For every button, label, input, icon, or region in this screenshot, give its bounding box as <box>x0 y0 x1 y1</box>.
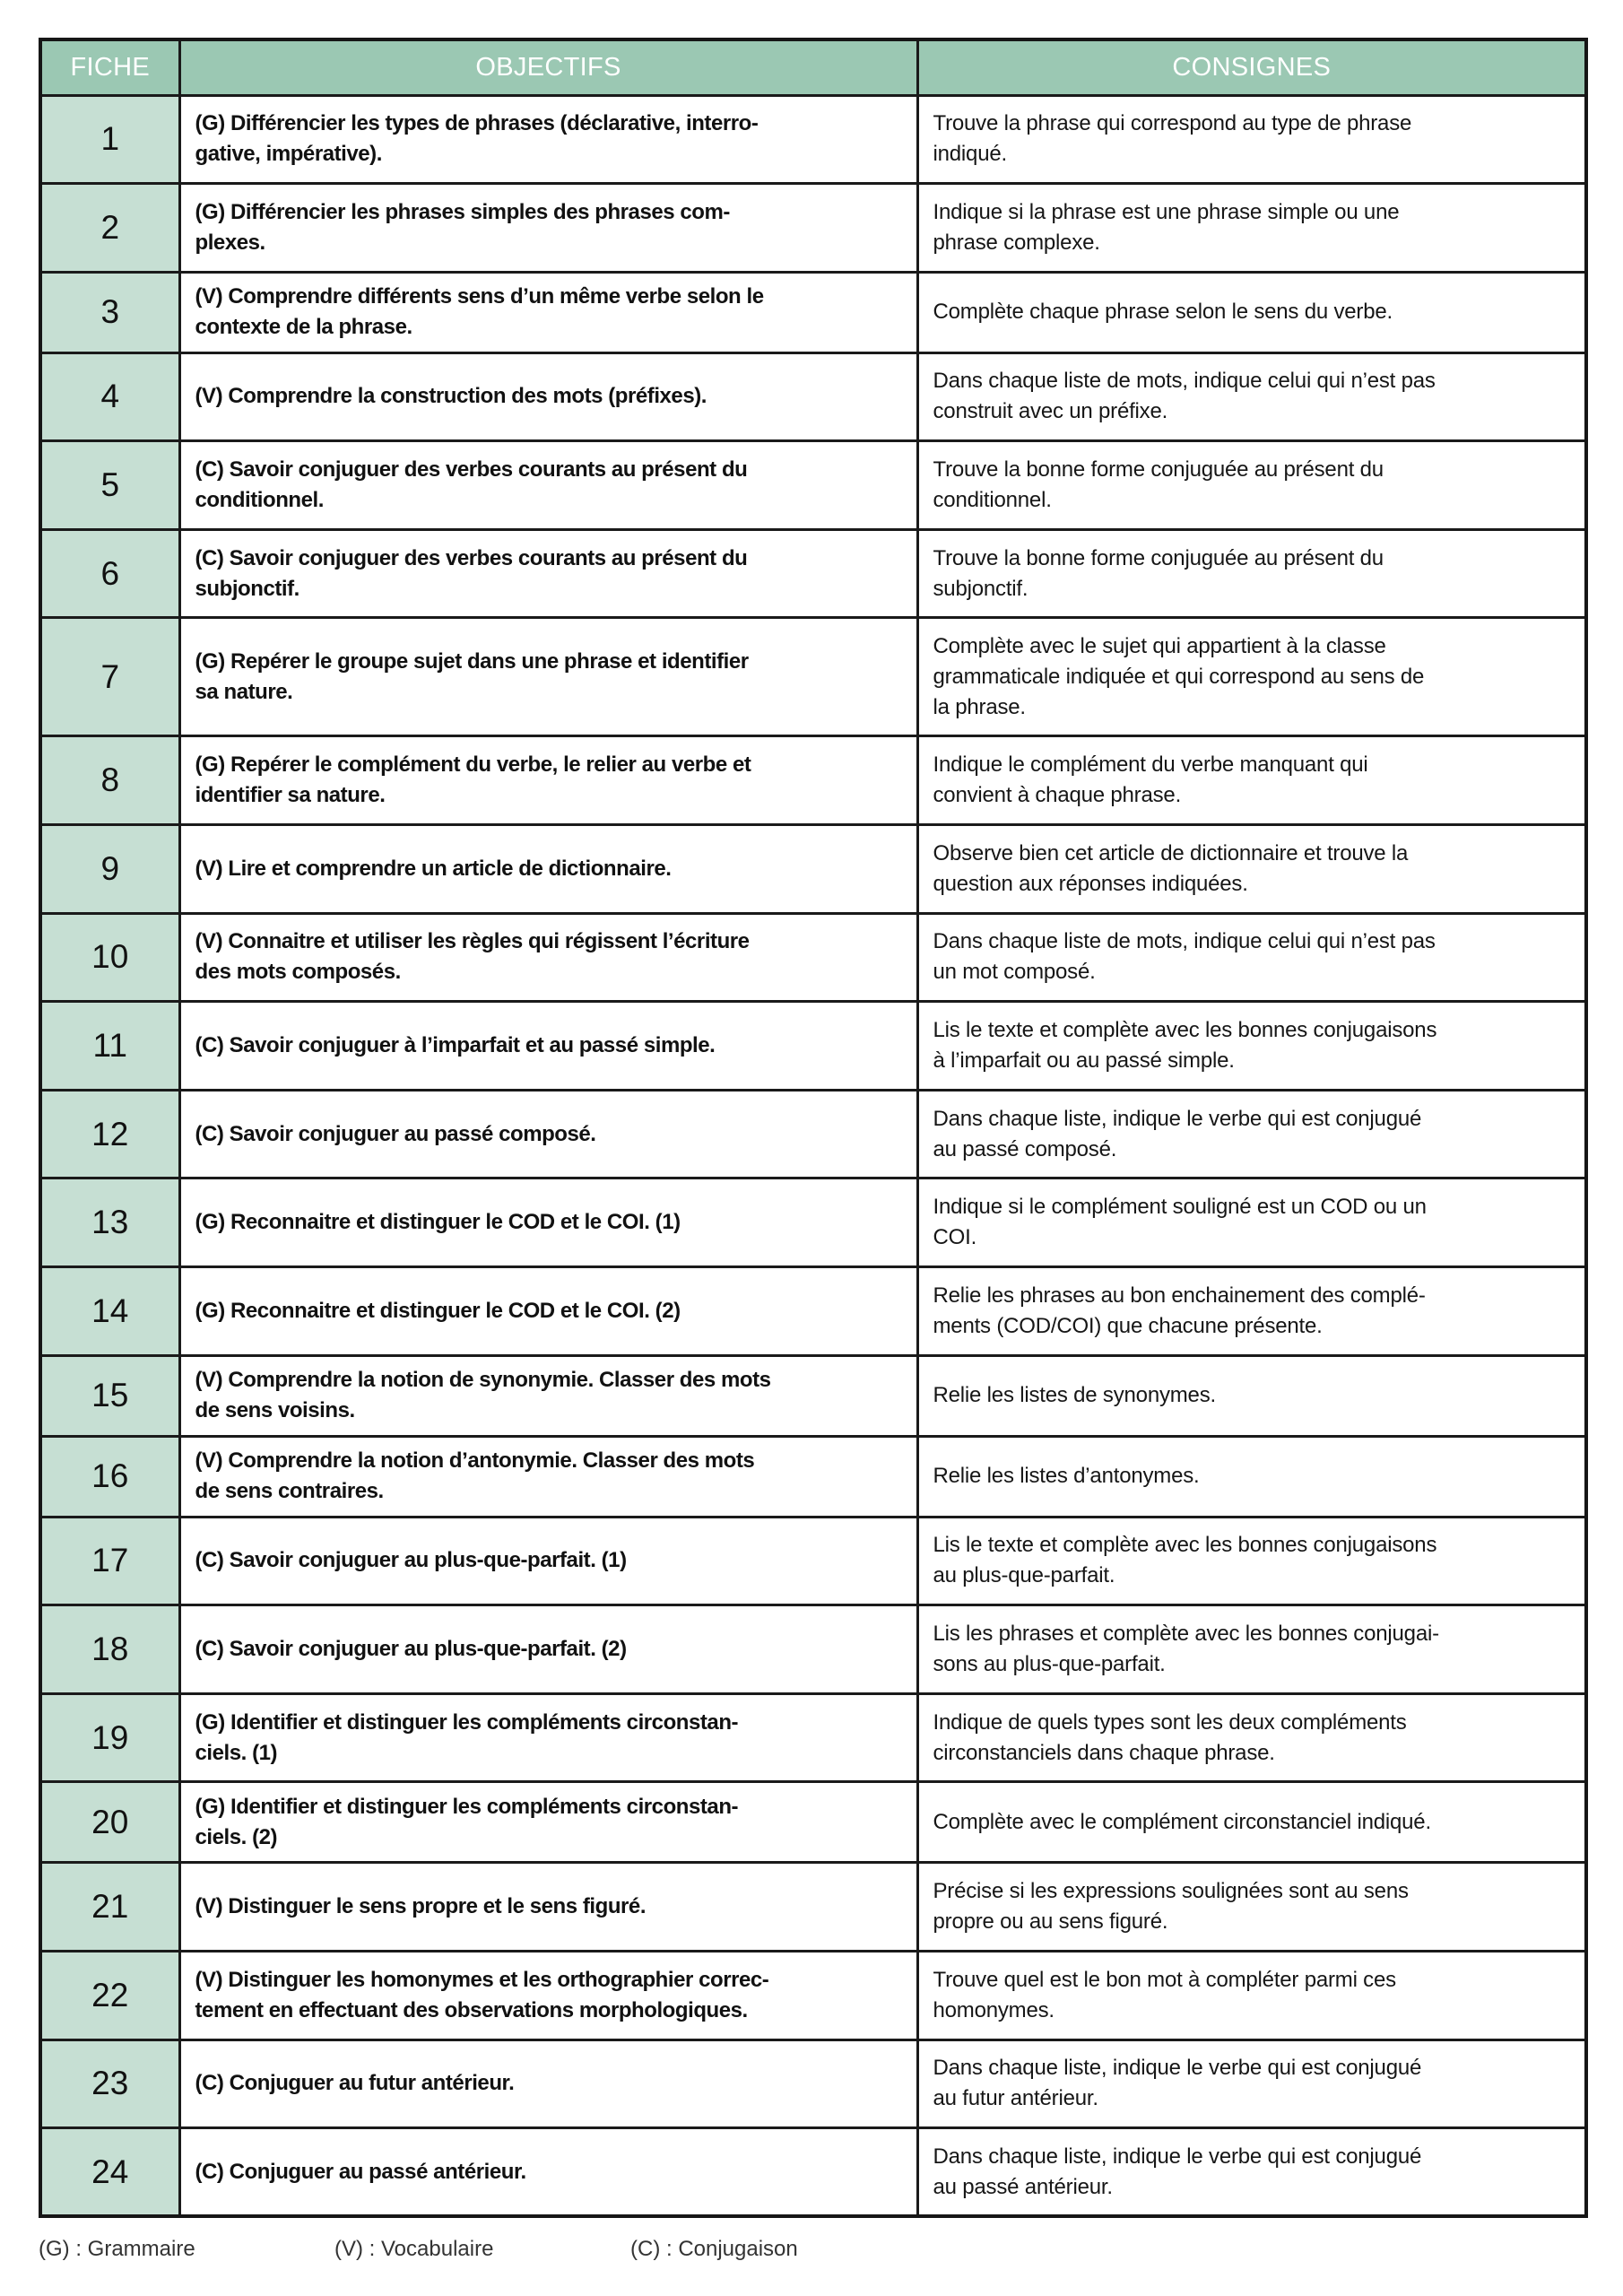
objectif-cell: (G) Repérer le complément du verbe, le relier au verbe et identifier sa nature. <box>179 736 917 825</box>
fiche-number: 14 <box>40 1267 179 1356</box>
fiche-number: 21 <box>40 1863 179 1952</box>
fiche-number: 3 <box>40 272 179 352</box>
consigne-cell: Complète avec le complément circonstanciel indiqué. <box>917 1782 1586 1863</box>
table-row <box>40 529 1586 618</box>
table-body <box>40 95 1586 2216</box>
table-row <box>40 1267 1586 1356</box>
fiche-number: 7 <box>40 618 179 736</box>
consigne-cell: Lis le texte et complète avec les bonnes conjugaisons à l’imparfait ou au passé simple. <box>917 1002 1586 1091</box>
table-row <box>40 618 1586 736</box>
objectif-cell: (G) Identifier et distinguer les compléments circonstan- ciels. (1) <box>179 1693 917 1782</box>
consigne-cell: Indique de quels types sont les deux compléments circonstanciels dans chaque phrase. <box>917 1693 1586 1782</box>
consigne-cell: Lis les phrases et complète avec les bonnes conjugai- sons au plus-que-parfait. <box>917 1605 1586 1694</box>
fiche-number: 22 <box>40 1952 179 2040</box>
fiche-number: 11 <box>40 1002 179 1091</box>
fiche-number: 20 <box>40 1782 179 1863</box>
fiche-number: 23 <box>40 2039 179 2128</box>
consigne-cell: Dans chaque liste, indique le verbe qui est conjugué au passé composé. <box>917 1090 1586 1178</box>
header-fiche: FICHE <box>40 39 179 95</box>
objectif-cell: (V) Connaitre et utiliser les règles qui régissent l’écriture des mots composés. <box>179 913 917 1002</box>
objectif-cell: (G) Différencier les types de phrases (déclarative, interro- gative, impérative). <box>179 95 917 184</box>
fiche-number: 17 <box>40 1517 179 1605</box>
objectif-cell: (C) Savoir conjuguer au passé composé. <box>179 1090 917 1178</box>
consigne-cell: Trouve la bonne forme conjuguée au présent du conditionnel. <box>917 441 1586 530</box>
objectif-cell: (V) Distinguer le sens propre et le sens figuré. <box>179 1863 917 1952</box>
consigne-cell: Trouve quel est le bon mot à compléter parmi ces homonymes. <box>917 1952 1586 2040</box>
consigne-cell: Indique si le complément souligné est un COD ou un COI. <box>917 1178 1586 1267</box>
objectif-cell: (V) Lire et comprendre un article de dictionnaire. <box>179 825 917 914</box>
objectif-cell: (V) Comprendre la notion d’antonymie. Classer des mots de sens contraires. <box>179 1436 917 1517</box>
consigne-cell: Indique le complément du verbe manquant qui convient à chaque phrase. <box>917 736 1586 825</box>
table-row <box>40 2039 1586 2128</box>
table-row <box>40 1355 1586 1436</box>
table-row <box>40 1090 1586 1178</box>
consigne-cell: Lis le texte et complète avec les bonnes conjugaisons au plus-que-parfait. <box>917 1517 1586 1605</box>
table-row <box>40 736 1586 825</box>
header-consignes: CONSIGNES <box>917 39 1586 95</box>
table-row <box>40 2128 1586 2217</box>
fiche-number: 12 <box>40 1090 179 1178</box>
consigne-cell: Indique si la phrase est une phrase simple ou une phrase complexe. <box>917 184 1586 273</box>
consigne-cell: Trouve la bonne forme conjuguée au présent du subjonctif. <box>917 529 1586 618</box>
table-row <box>40 1605 1586 1694</box>
objectif-cell: (V) Distinguer les homonymes et les orthographier correc- tement en effectuant des observations morphologiques. <box>179 1952 917 2040</box>
table-header-row <box>40 39 1586 95</box>
objectif-cell: (V) Comprendre la construction des mots (préfixes). <box>179 352 917 441</box>
table-row <box>40 441 1586 530</box>
consigne-cell: Dans chaque liste, indique le verbe qui est conjugué au futur antérieur. <box>917 2039 1586 2128</box>
table-row <box>40 1517 1586 1605</box>
consigne-cell: Dans chaque liste, indique le verbe qui est conjugué au passé antérieur. <box>917 2128 1586 2217</box>
objectif-cell: (C) Savoir conjuguer des verbes courants au présent du subjonctif. <box>179 529 917 618</box>
fiches-table <box>39 38 1588 2218</box>
fiche-number: 4 <box>40 352 179 441</box>
objectif-cell: (G) Reconnaitre et distinguer le COD et le COI. (1) <box>179 1178 917 1267</box>
objectif-cell: (C) Savoir conjuguer au plus-que-parfait. (2) <box>179 1605 917 1694</box>
objectif-cell: (G) Repérer le groupe sujet dans une phrase et identifier sa nature. <box>179 618 917 736</box>
table-row <box>40 1436 1586 1517</box>
header-objectifs: OBJECTIFS <box>179 39 917 95</box>
table-row <box>40 1863 1586 1952</box>
objectif-cell: (C) Conjuguer au futur antérieur. <box>179 2039 917 2128</box>
consigne-cell: Observe bien cet article de dictionnaire et trouve la question aux réponses indiquées. <box>917 825 1586 914</box>
consigne-cell: Relie les listes d’antonymes. <box>917 1436 1586 1517</box>
objectif-cell: (V) Comprendre la notion de synonymie. Classer des mots de sens voisins. <box>179 1355 917 1436</box>
table-row <box>40 1782 1586 1863</box>
fiche-number: 10 <box>40 913 179 1002</box>
fiche-number: 8 <box>40 736 179 825</box>
table-row <box>40 184 1586 273</box>
fiche-number: 16 <box>40 1436 179 1517</box>
consigne-cell: Dans chaque liste de mots, indique celui qui n’est pas un mot composé. <box>917 913 1586 1002</box>
table-row <box>40 95 1586 184</box>
fiche-number: 6 <box>40 529 179 618</box>
consigne-cell: Relie les listes de synonymes. <box>917 1355 1586 1436</box>
fiche-number: 5 <box>40 441 179 530</box>
table-row <box>40 1002 1586 1091</box>
consigne-cell: Relie les phrases au bon enchainement des complé- ments (COD/COI) que chacune présente. <box>917 1267 1586 1356</box>
fiche-number: 19 <box>40 1693 179 1782</box>
legend-vocabulaire: (V) : Vocabulaire <box>334 2237 494 2261</box>
table-row <box>40 1693 1586 1782</box>
objectif-cell: (G) Reconnaitre et distinguer le COD et le COI. (2) <box>179 1267 917 1356</box>
table-row <box>40 825 1586 914</box>
fiche-number: 18 <box>40 1605 179 1694</box>
table-row <box>40 272 1586 352</box>
legend-grammaire: (G) : Grammaire <box>39 2237 195 2261</box>
consigne-cell: Complète chaque phrase selon le sens du verbe. <box>917 272 1586 352</box>
objectif-cell: (G) Identifier et distinguer les compléments circonstan- ciels. (2) <box>179 1782 917 1863</box>
objectif-cell: (C) Conjuguer au passé antérieur. <box>179 2128 917 2217</box>
objectif-cell: (V) Comprendre différents sens d’un même verbe selon le contexte de la phrase. <box>179 272 917 352</box>
table-row <box>40 352 1586 441</box>
fiche-number: 13 <box>40 1178 179 1267</box>
table-row <box>40 1178 1586 1267</box>
objectif-cell: (C) Savoir conjuguer au plus-que-parfait. (1) <box>179 1517 917 1605</box>
objectif-cell: (C) Savoir conjuguer des verbes courants au présent du conditionnel. <box>179 441 917 530</box>
fiche-number: 24 <box>40 2128 179 2217</box>
fiche-number: 2 <box>40 184 179 273</box>
consigne-cell: Trouve la phrase qui correspond au type de phrase indiqué. <box>917 95 1586 184</box>
fiche-number: 15 <box>40 1355 179 1436</box>
consigne-cell: Précise si les expressions soulignées sont au sens propre ou au sens figuré. <box>917 1863 1586 1952</box>
fiche-number: 1 <box>40 95 179 184</box>
objectif-cell: (C) Savoir conjuguer à l’imparfait et au passé simple. <box>179 1002 917 1091</box>
fiche-number: 9 <box>40 825 179 914</box>
objectif-cell: (G) Différencier les phrases simples des phrases com- plexes. <box>179 184 917 273</box>
legend-conjugaison: (C) : Conjugaison <box>630 2237 798 2261</box>
table-row <box>40 913 1586 1002</box>
table-row <box>40 1952 1586 2040</box>
consigne-cell: Dans chaque liste de mots, indique celui qui n’est pas construit avec un préfixe. <box>917 352 1586 441</box>
consigne-cell: Complète avec le sujet qui appartient à la classe grammaticale indiquée et qui correspond au sens de la phrase. <box>917 618 1586 736</box>
